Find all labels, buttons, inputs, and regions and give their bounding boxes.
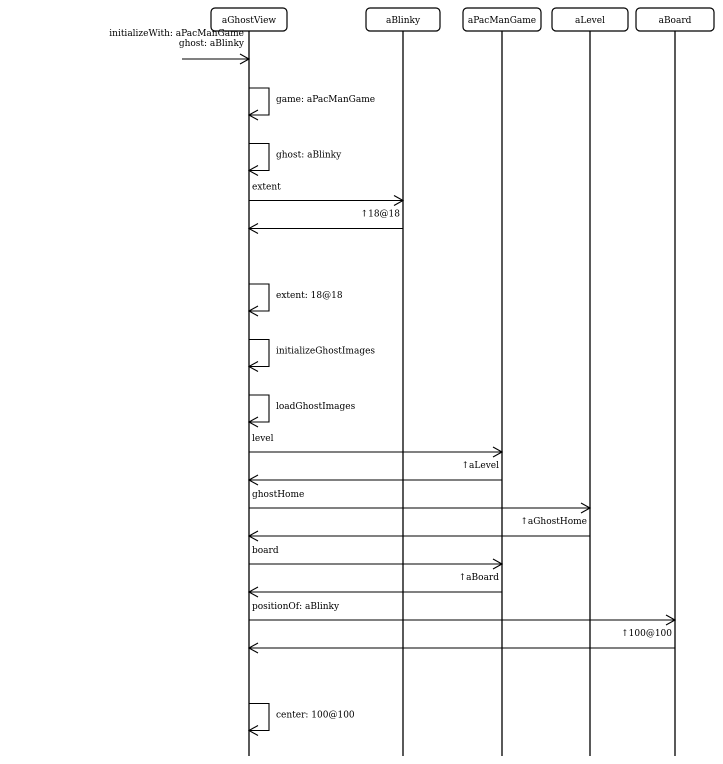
participant-label-aghostview: aGhostView [221, 16, 277, 26]
self-message-game-apacmangame [249, 88, 269, 115]
participant-label-aboard: aBoard [658, 16, 692, 26]
participant-label-ablinky: aBlinky [385, 16, 421, 26]
self-message-label: ghost: aBlinky [276, 150, 342, 161]
self-message-center-100-100 [249, 704, 269, 731]
entry-message-label: initializeWith: aPacManGame [109, 29, 244, 39]
self-message-label: initializeGhostImages [276, 346, 376, 357]
entry-message-label: ghost: aBlinky [178, 39, 244, 49]
self-message-label: extent: 18@18 [276, 291, 343, 301]
return-message-label: ↑100@100 [621, 629, 672, 639]
call-message-label: extent [252, 182, 281, 193]
participant-label-alevel: aLevel [575, 16, 605, 26]
participant-label-apacmangame: aPacManGame [467, 16, 537, 26]
self-message-label: game: aPacManGame [276, 95, 376, 105]
self-message-extent-18-18 [249, 284, 269, 311]
self-message-label: center: 100@100 [276, 710, 355, 721]
call-message-label: ghostHome [252, 490, 305, 500]
return-message-label: ↑aBoard [458, 573, 499, 583]
self-message-label: loadGhostImages [276, 402, 356, 412]
call-message-label: level [252, 434, 274, 444]
self-message-ghost-ablinky [249, 144, 269, 171]
call-message-label: board [252, 546, 279, 556]
call-message-label: positionOf: aBlinky [252, 602, 340, 612]
return-message-label: ↑18@18 [360, 209, 400, 220]
self-message-loadghostimages [249, 395, 269, 422]
self-message-initializeghostimages [249, 340, 269, 367]
return-message-label: ↑aGhostHome [520, 517, 587, 527]
return-message-label: ↑aLevel [461, 461, 499, 471]
